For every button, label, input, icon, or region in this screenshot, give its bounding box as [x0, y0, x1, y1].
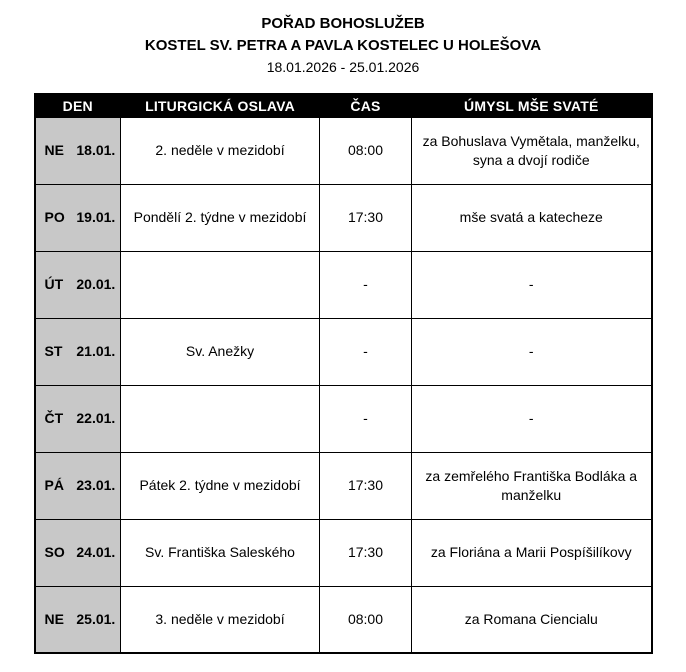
day-date: 22.01.	[76, 410, 116, 427]
schedule-table	[34, 93, 653, 655]
intention-cell: -	[412, 251, 652, 318]
day-cell	[35, 519, 121, 586]
table-row	[35, 184, 652, 251]
day-cell	[35, 184, 121, 251]
time-cell: -	[320, 251, 412, 318]
celebration-cell: Pátek 2. týdne v mezidobí	[121, 452, 320, 519]
day-cell	[35, 385, 121, 452]
celebration-cell: Sv. Františka Saleského	[121, 519, 320, 586]
table-row	[35, 519, 652, 586]
day-abbr: ST	[44, 343, 63, 360]
time-cell: -	[320, 385, 412, 452]
celebration-cell	[121, 251, 320, 318]
page-subtitle: KOSTEL SV. PETRA A PAVLA KOSTELEC U HOLEŠOVA	[144, 36, 542, 54]
day-abbr: NE	[44, 610, 64, 627]
table-row	[35, 117, 652, 184]
intention-cell: mše svatá a katecheze	[412, 184, 652, 251]
time-cell: 17:30	[320, 519, 412, 586]
day-cell	[35, 318, 121, 385]
celebration-cell	[121, 385, 320, 452]
intention-cell: za Bohuslava Vymětala, manželku, syna a dvojí rodiče	[412, 117, 652, 184]
table-row	[35, 251, 652, 318]
time-cell: 17:30	[320, 452, 412, 519]
time-cell: 08:00	[320, 586, 412, 653]
day-abbr: ČT	[44, 410, 64, 427]
table-header-row	[35, 94, 652, 118]
column-header-den: DEN	[35, 94, 121, 118]
intention-cell: za zemřelého Františka Bodláka a manželku	[412, 452, 652, 519]
intention-cell: -	[412, 318, 652, 385]
intention-cell: za Romana Ciencialu	[412, 586, 652, 653]
day-abbr: PÁ	[44, 477, 64, 494]
day-cell	[35, 586, 121, 653]
page-title: POŘAD BOHOSLUŽEB	[261, 15, 425, 32]
day-date: 24.01.	[76, 544, 116, 561]
day-date: 20.01.	[76, 276, 116, 293]
day-date: 18.01.	[76, 142, 116, 159]
day-cell	[35, 452, 121, 519]
day-date: 19.01.	[76, 209, 116, 226]
day-cell	[35, 251, 121, 318]
day-abbr: NE	[44, 142, 64, 159]
celebration-cell: 3. neděle v mezidobí	[121, 586, 320, 653]
table-row	[35, 385, 652, 452]
celebration-cell: Sv. Anežky	[121, 318, 320, 385]
table-row	[35, 318, 652, 385]
intention-cell: za Floriána a Marii Pospíšilíkovy	[412, 519, 652, 586]
day-date: 25.01.	[76, 610, 116, 627]
day-cell	[35, 117, 121, 184]
column-header-liturgicka-oslava: LITURGICKÁ OSLAVA	[121, 94, 320, 118]
table-row	[35, 452, 652, 519]
date-range: 18.01.2026 - 25.01.2026	[266, 58, 420, 75]
day-abbr: SO	[44, 544, 65, 561]
celebration-cell: Pondělí 2. týdne v mezidobí	[121, 184, 320, 251]
intention-cell: -	[412, 385, 652, 452]
time-cell: 17:30	[320, 184, 412, 251]
time-cell: 08:00	[320, 117, 412, 184]
column-header-umysl: ÚMYSL MŠE SVATÉ	[412, 94, 652, 118]
column-header-cas: ČAS	[320, 94, 412, 118]
day-abbr: ÚT	[44, 276, 64, 293]
day-date: 21.01.	[76, 343, 116, 360]
day-abbr: PO	[44, 209, 65, 226]
day-date: 23.01.	[76, 477, 116, 494]
celebration-cell: 2. neděle v mezidobí	[121, 117, 320, 184]
table-row	[35, 586, 652, 653]
time-cell: -	[320, 318, 412, 385]
